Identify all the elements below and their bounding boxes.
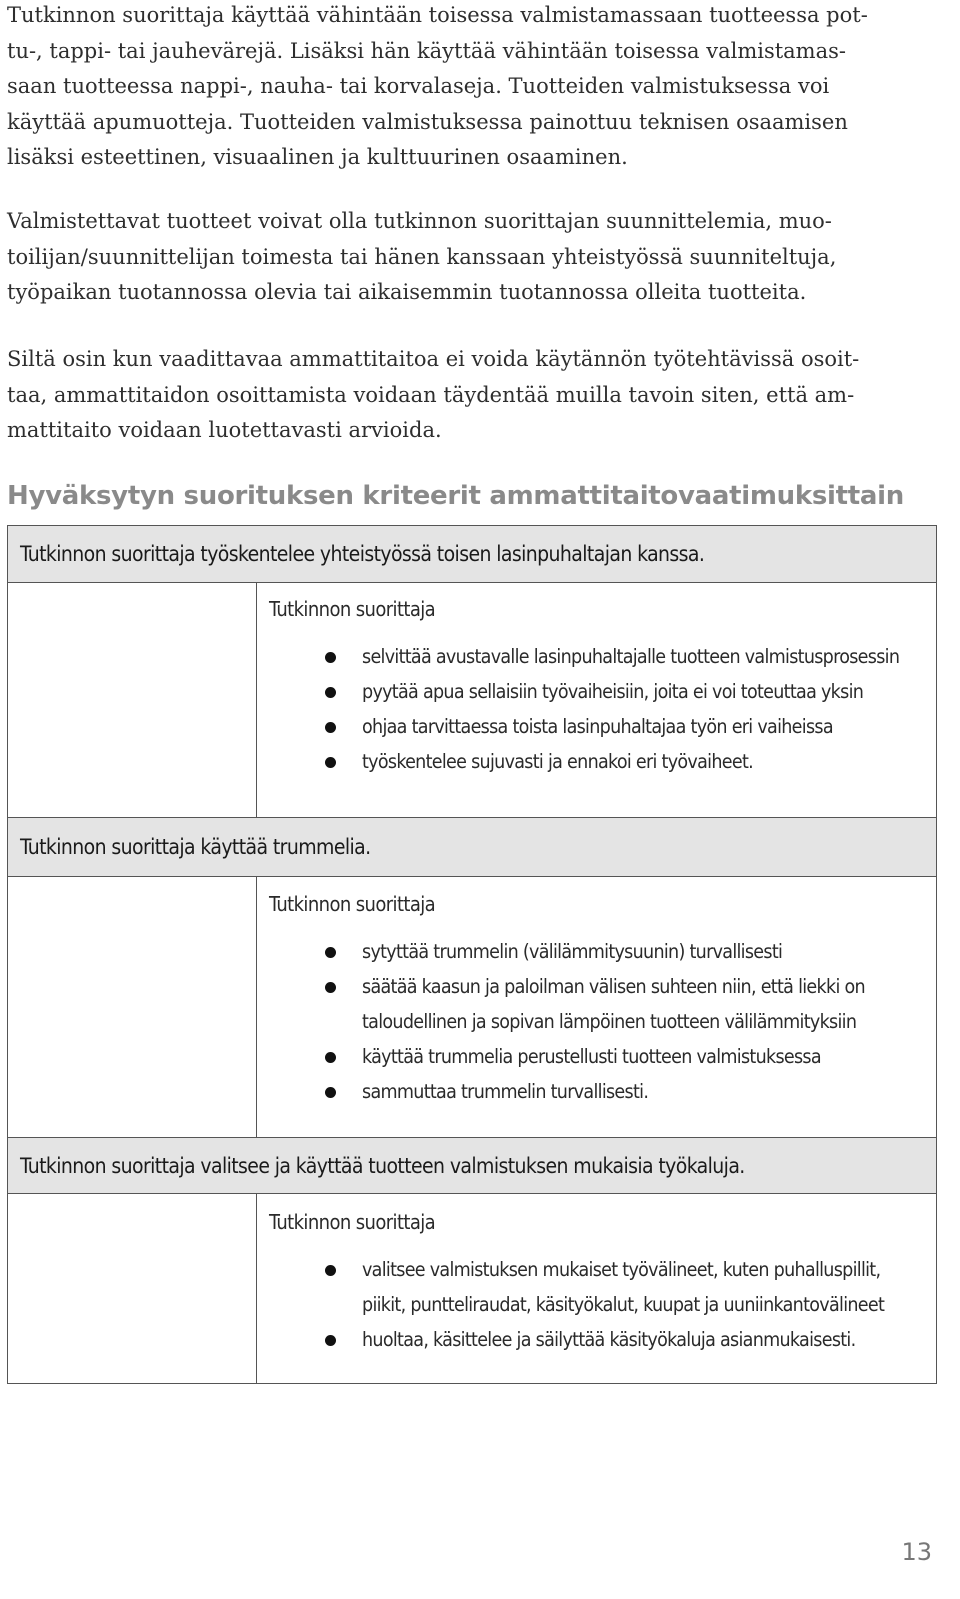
criteria-body — [8, 877, 936, 1137]
page-number: 13 — [901, 1538, 932, 1566]
bullet-icon — [325, 982, 336, 993]
paragraph-line: mattitaito voidaan luotettavasti arvioida. — [7, 418, 442, 442]
list-item — [269, 934, 865, 969]
bullet-icon — [325, 1052, 336, 1063]
section-heading: Hyväksytyn suorituksen kriteerit ammattitaitovaatimuksittain — [7, 481, 904, 511]
paragraph-line: Siltä osin kun vaadittavaa ammattitaitoa ei voida käytännön työtehtävissä osoit- — [7, 347, 860, 371]
criteria-block-2 — [7, 817, 937, 1138]
list-item-text: säätää kaasun ja paloilman välisen suhteen niin, että liekki on — [362, 975, 865, 998]
intro-paragraph-1 — [7, 0, 947, 176]
list-item-text: selvittää avustavalle lasinpuhaltajalle tuotteen valmistusprosessin — [362, 645, 900, 668]
bullet-icon — [325, 1335, 336, 1346]
criteria-left-column — [8, 877, 257, 1137]
criteria-heading: Tutkinnon suorittaja käyttää trummelia. — [8, 818, 936, 877]
list-item-text: valitsee valmistuksen mukaiset työvälineet, kuten puhalluspillit, — [362, 1258, 881, 1281]
paragraph-line: työpaikan tuotannossa olevia tai aikaisemmin tuotannossa olleita tuotteita. — [7, 280, 807, 304]
intro-paragraph-3 — [7, 342, 947, 449]
criteria-block-3 — [7, 1137, 937, 1384]
criteria-body — [8, 583, 936, 817]
criteria-body — [8, 1194, 936, 1383]
criteria-subject: Tutkinnon suorittaja — [269, 597, 436, 621]
list-item — [269, 1322, 884, 1357]
criteria-left-column — [8, 583, 257, 817]
list-item-text: sammuttaa trummelin turvallisesti. — [362, 1080, 649, 1103]
list-item — [269, 1252, 884, 1322]
paragraph-line: tu-, tappi- tai jauhevärejä. Lisäksi hän käyttää vähintään toisessa valmistamas- — [7, 38, 846, 63]
intro-paragraph-2 — [7, 204, 947, 311]
bullet-icon — [325, 757, 336, 768]
list-item-text: piikit, puntteliraudat, käsityökalut, kuupat ja uuniinkantovälineet — [362, 1293, 885, 1316]
paragraph-line: toilijan/suunnittelijan toimesta tai hänen kanssaan yhteistyössä suunniteltuja, — [7, 244, 837, 269]
list-item-text: sytyttää trummelin (välilämmitysuunin) turvallisesti — [362, 940, 783, 963]
criteria-list — [269, 639, 899, 779]
paragraph-line: käyttää apumuotteja. Tuotteiden valmistuksessa painottuu teknisen osaamisen — [7, 109, 848, 134]
paragraph-line: taa, ammattitaidon osoittamista voidaan täydentää muilla tavoin siten, että am- — [7, 382, 855, 407]
criteria-heading: Tutkinnon suorittaja valitsee ja käyttää tuotteen valmistuksen mukaisia työkaluja. — [8, 1138, 936, 1194]
bullet-icon — [325, 1265, 336, 1276]
bullet-icon — [325, 722, 336, 733]
list-item-text: taloudellinen ja sopivan lämpöinen tuotteen välilämmityksiin — [362, 1010, 857, 1033]
bullet-icon — [325, 687, 336, 698]
criteria-block-1 — [7, 525, 937, 818]
criteria-subject: Tutkinnon suorittaja — [269, 892, 436, 916]
list-item — [269, 1039, 865, 1074]
paragraph-line: lisäksi esteettinen, visuaalinen ja kulttuurinen osaaminen. — [7, 145, 628, 169]
bullet-icon — [325, 652, 336, 663]
criteria-list — [269, 934, 865, 1109]
list-item — [269, 639, 899, 674]
bullet-icon — [325, 1087, 336, 1098]
list-item — [269, 744, 899, 779]
paragraph-line: Tutkinnon suorittaja käyttää vähintään toisessa valmistamassaan tuotteessa pot- — [7, 3, 868, 27]
list-item-text: työskentelee sujuvasti ja ennakoi eri työvaiheet. — [362, 750, 753, 773]
list-item — [269, 674, 899, 709]
list-item — [269, 969, 865, 1039]
list-item — [269, 709, 899, 744]
list-item — [269, 1074, 865, 1109]
bullet-icon — [325, 947, 336, 958]
criteria-left-column — [8, 1194, 257, 1383]
paragraph-line: saan tuotteessa nappi-, nauha- tai korvalaseja. Tuotteiden valmistuksessa voi — [7, 74, 830, 98]
criteria-heading: Tutkinnon suorittaja työskentelee yhteistyössä toisen lasinpuhaltajan kanssa. — [8, 526, 936, 583]
criteria-subject: Tutkinnon suorittaja — [269, 1210, 436, 1234]
list-item-text: pyytää apua sellaisiin työvaiheisiin, joita ei voi toteuttaa yksin — [362, 680, 864, 703]
criteria-list — [269, 1252, 884, 1357]
paragraph-line: Valmistettavat tuotteet voivat olla tutkinnon suorittajan suunnittelemia, muo- — [7, 209, 832, 233]
list-item-text: käyttää trummelia perustellusti tuotteen valmistuksessa — [362, 1045, 821, 1068]
list-item-text: huoltaa, käsittelee ja säilyttää käsityökaluja asianmukaisesti. — [362, 1328, 856, 1351]
list-item-text: ohjaa tarvittaessa toista lasinpuhaltajaa työn eri vaiheissa — [362, 715, 833, 738]
